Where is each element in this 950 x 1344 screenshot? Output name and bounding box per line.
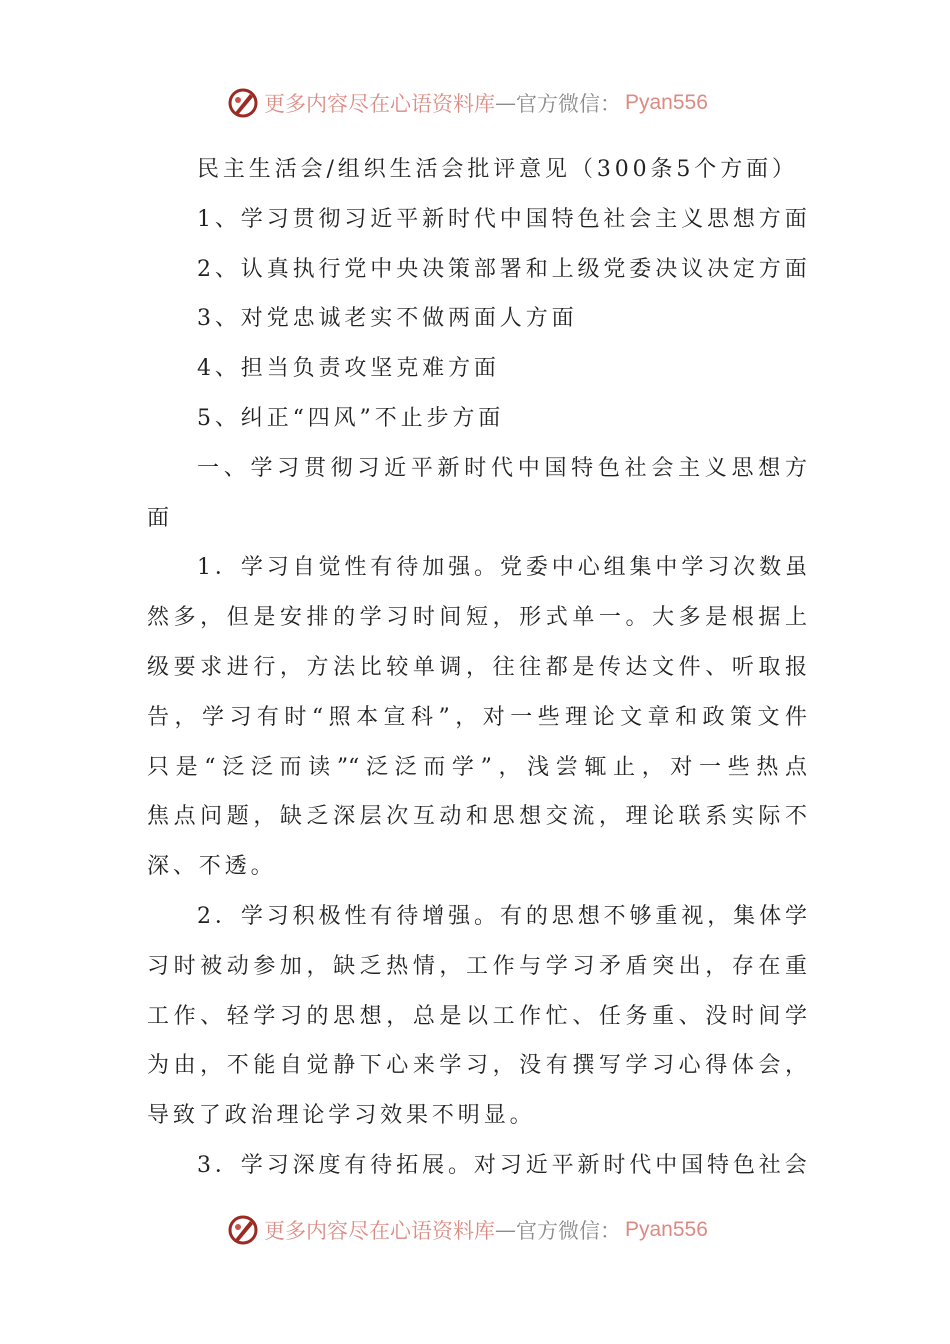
outline-item: 4、担当负责攻坚克难方面 bbox=[197, 356, 500, 382]
outline-item: 5、纠正“四风”不止步方面 bbox=[197, 405, 505, 431]
paragraph-line: 导致了政治理论学习效果不明显。 bbox=[147, 1103, 536, 1129]
paragraph-line: 然多，但是安排的学习时间短，形式单一。大多是根据上 bbox=[147, 605, 807, 631]
outline-item: 3、对党忠诚老实不做两面人方面 bbox=[197, 306, 578, 332]
pen-logo-icon bbox=[226, 1213, 260, 1247]
outline-item: 2、认真执行党中央决策部署和上级党委决议决定方面 bbox=[197, 256, 811, 282]
paragraph bbox=[147, 550, 807, 899]
document-title: 民主生活会/组织生活会批评意见（300条5个方面） bbox=[197, 157, 798, 182]
watermark-banner-top bbox=[226, 85, 726, 121]
paragraph-line: 2．学习积极性有待增强。有的思想不够重视，集体学 bbox=[197, 903, 807, 929]
paragraph-line: 1．学习自觉性有待加强。党委中心组集中学习次数虽 bbox=[197, 555, 807, 581]
paragraph-line: 焦点问题，缺乏深层次互动和思想交流，理论联系实际不 bbox=[147, 804, 807, 830]
banner-wechat-label: 官方微信： bbox=[516, 1219, 621, 1243]
paragraph-line: 面 bbox=[147, 505, 173, 531]
pen-logo-icon bbox=[226, 86, 260, 120]
paragraph-line: 一、学习贯彻习近平新时代中国特色社会主义思想方 bbox=[197, 455, 807, 481]
document-body bbox=[147, 152, 811, 1198]
paragraph-line: 深、不透。 bbox=[147, 854, 277, 880]
banner-dash: — bbox=[495, 1218, 516, 1242]
banner-main-text: 更多内容尽在心语资料库 bbox=[264, 1219, 495, 1243]
paragraph-line: 习时被动参加，缺乏热情，工作与学习矛盾突出，存在重 bbox=[147, 953, 807, 979]
banner-dash: — bbox=[495, 91, 516, 115]
paragraph bbox=[147, 1148, 811, 1198]
paragraph-line: 级要求进行，方法比较单调，往往都是传达文件、听取报 bbox=[147, 654, 807, 680]
paragraph bbox=[147, 899, 807, 1148]
paragraph-line: 3．学习深度有待拓展。对习近平新时代中国特色社会 bbox=[197, 1152, 811, 1178]
banner-main-text: 更多内容尽在心语资料库 bbox=[264, 92, 495, 116]
paragraph-line: 为由，不能自觉静下心来学习，没有撰写学习心得体会， bbox=[147, 1053, 807, 1079]
paragraph-line: 只是“泛泛而读”“泛泛而学”，浅尝辄止，对一些热点 bbox=[147, 754, 807, 780]
paragraph-line: 告，学习有时“照本宣科”，对一些理论文章和政策文件 bbox=[147, 704, 807, 730]
paragraph-line: 工作、轻学习的思想，总是以工作忙、任务重、没时间学 bbox=[147, 1003, 807, 1029]
banner-wechat-id: Pyan556 bbox=[625, 91, 708, 114]
paragraph bbox=[147, 451, 807, 551]
outline-item: 1、学习贯彻习近平新时代中国特色社会主义思想方面 bbox=[197, 206, 811, 232]
banner-wechat-id: Pyan556 bbox=[625, 1218, 708, 1241]
watermark-banner-bottom bbox=[226, 1212, 726, 1248]
banner-wechat-label: 官方微信： bbox=[516, 92, 621, 116]
